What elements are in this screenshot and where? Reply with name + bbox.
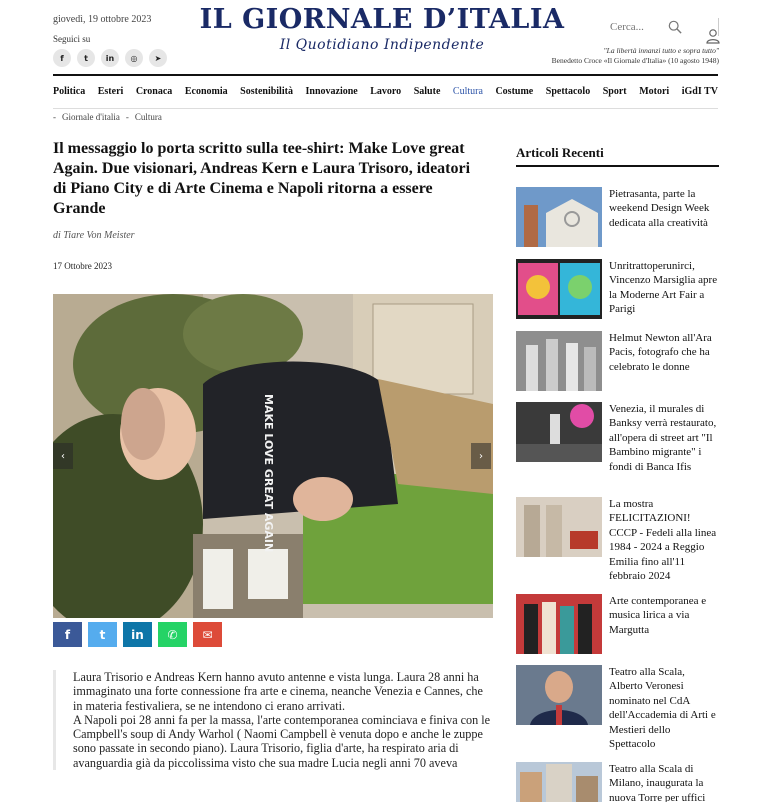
nav-rule: [53, 108, 718, 109]
recent-article-thumbnail[interactable]: [516, 594, 602, 654]
linkedin-icon[interactable]: in: [101, 49, 119, 67]
nav-item-igdi-tv[interactable]: iGdI TV: [681, 86, 718, 97]
user-icon[interactable]: [705, 28, 721, 44]
twitter-icon[interactable]: t: [77, 49, 95, 67]
recent-article-thumbnail[interactable]: [516, 665, 602, 725]
recent-article[interactable]: [516, 594, 719, 654]
recent-article[interactable]: [516, 402, 719, 474]
quote-text: "La libertà innanzi tutto e sopra tutto": [603, 46, 719, 55]
instagram-icon[interactable]: ◎: [125, 49, 143, 67]
nav-item-motori[interactable]: Motori: [639, 86, 670, 97]
nav-item-spettacolo[interactable]: Spettacolo: [545, 86, 591, 97]
article-date: 17 Ottobre 2023: [53, 261, 112, 271]
article-byline[interactable]: di Tiare Von Meister: [53, 230, 135, 241]
breadcrumb-separator: -: [125, 112, 129, 122]
nav-item-costume[interactable]: Costume: [495, 86, 534, 97]
share-twitter-icon[interactable]: t: [88, 622, 117, 647]
share-email-icon[interactable]: ✉: [193, 622, 222, 647]
search-input[interactable]: [610, 21, 664, 33]
recent-article-thumbnail[interactable]: [516, 497, 602, 557]
recent-article[interactable]: [516, 259, 719, 319]
sidebar-rule: [516, 165, 719, 167]
breadcrumb-section[interactable]: Cultura: [134, 112, 162, 122]
recent-article-thumbnail[interactable]: [516, 402, 602, 462]
recent-article-title[interactable]: La mostra FELICITAZIONI! CCCP - Fedeli alla linea 1984 - 2024 a Reggio Emilia fino all'11 febbraio 2024: [609, 498, 717, 583]
nav-item-salute[interactable]: Salute: [413, 86, 441, 97]
recent-article-thumbnail[interactable]: [516, 331, 602, 391]
share-facebook-icon[interactable]: f: [53, 622, 82, 647]
recent-article-title[interactable]: Venezia, il murales di Banksy verrà restaurato, all'opera di street art "Il Bambino migrante" i fondi di Banca Ifis: [609, 403, 717, 473]
article-body: [53, 670, 493, 770]
recent-article-title[interactable]: Pietrasanta, parte la weekend Design Week dedicata alla creatività: [609, 188, 710, 229]
breadcrumb-separator: -: [53, 112, 56, 122]
site-tagline: Il Quotidiano Indipendente: [279, 37, 485, 53]
share-bar: [53, 622, 222, 647]
header-rule: [53, 74, 718, 76]
croce-quote: [552, 46, 719, 66]
share-whatsapp-icon[interactable]: ✆: [158, 622, 187, 647]
search-box: [610, 20, 700, 34]
recent-article[interactable]: [516, 665, 719, 751]
current-date: giovedì, 19 ottobre 2023: [53, 14, 152, 25]
site-logo-title[interactable]: IL GIORNALE D’ITALIA: [199, 4, 565, 35]
recent-article-title[interactable]: Arte contemporanea e musica lirica a via Margutta: [609, 595, 707, 636]
recent-article[interactable]: [516, 187, 719, 247]
next-photo-button[interactable]: ›: [471, 443, 491, 469]
recent-article-thumbnail[interactable]: [516, 259, 602, 319]
article-photo: [53, 294, 493, 618]
nav-item-lavoro[interactable]: Lavoro: [370, 86, 402, 97]
quote-attribution: Benedetto Croce «Il Giornale d'Italia» (10 agosto 1948): [551, 56, 719, 65]
nav-item-sostenibilita[interactable]: Sostenibilità: [240, 86, 293, 97]
article-headline: Il messaggio lo porta scritto sulla tee-shirt: Make Love great Again. Due visionari, Andreas Kern e Laura Trisoro, ideatori di Piano City e di Arte Cinema e Napoli ritorna a essere Grande: [53, 140, 471, 217]
shirt-text: MAKE LOVE GREAT AGAIN: [262, 394, 275, 553]
recent-article[interactable]: [516, 762, 719, 802]
nav-item-cultura[interactable]: Cultura: [452, 86, 483, 97]
telegram-icon[interactable]: ➤: [149, 49, 167, 67]
nav-item-sport[interactable]: Sport: [602, 86, 627, 97]
recent-article-thumbnail[interactable]: [516, 187, 602, 247]
search-icon[interactable]: [668, 20, 682, 34]
recent-article[interactable]: [516, 497, 719, 583]
article-photo-illustration: [53, 294, 493, 618]
article-paragraph: Laura Trisorio e Andreas Kern hanno avuto antenne e vista lunga. Laura 28 anni ha immaginato una forte connessione fra arte e cinema, neanche Venezia e Cannes, che in materia festivaliera, se ne intendono ci erano arrivati.: [73, 670, 483, 713]
recent-article[interactable]: [516, 331, 719, 391]
breadcrumb: [53, 112, 162, 122]
nav-item-innovazione[interactable]: Innovazione: [305, 86, 358, 97]
recent-article-title[interactable]: Teatro alla Scala, Alberto Veronesi nominato nel CdA dell'Accademia di Arti e Mestieri dello Spettacolo: [609, 666, 716, 751]
article-paragraph: A Napoli poi 28 anni fa per la massa, l'arte contemporanea cominciava e finiva con le Campbell's soup di Andy Warhol ( Naomi Campbell è venuta dopo e anche le zuppe sono passate in secondo piano). Laura Trisorio, figlia d'arte, ha respirato aria di avanguardia già da piccolissima visto che sua madre Lucia negli anni 70 aveva: [73, 712, 491, 770]
prev-photo-button[interactable]: ‹: [53, 443, 73, 469]
share-linkedin-icon[interactable]: in: [123, 622, 152, 647]
nav-item-cronaca[interactable]: Cronaca: [135, 86, 173, 97]
nav-item-politica[interactable]: Politica: [53, 86, 86, 97]
follow-label: Seguici su: [53, 34, 91, 44]
breadcrumb-home[interactable]: Giornale d'italia: [62, 112, 120, 122]
recent-article-thumbnail[interactable]: [516, 762, 602, 802]
nav-item-economia[interactable]: Economia: [184, 86, 228, 97]
nav-item-esteri[interactable]: Esteri: [97, 86, 124, 97]
facebook-icon[interactable]: f: [53, 49, 71, 67]
recent-article-title[interactable]: Unritrattoperunirci, Vincenzo Marsiglia apre la Moderne Art Fair a Parigi: [609, 260, 718, 316]
sidebar-title: Articoli Recenti: [516, 145, 604, 160]
recent-article-title[interactable]: Teatro alla Scala di Milano, inaugurata la nuova Torre per uffici: [609, 763, 706, 802]
recent-article-title[interactable]: Helmut Newton all'Ara Pacis, fotografo che ha celebrato le donne: [609, 332, 712, 373]
main-nav: [53, 86, 718, 97]
